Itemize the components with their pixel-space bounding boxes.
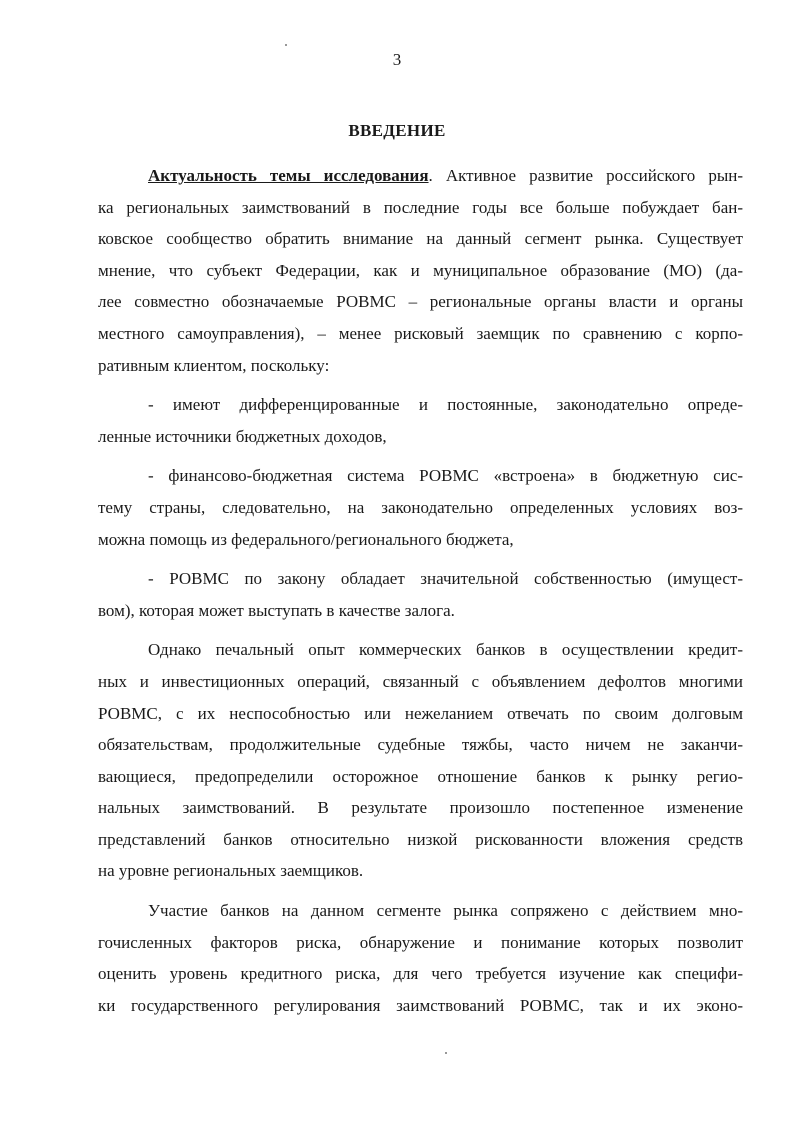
scan-speck bbox=[285, 44, 287, 46]
paragraph-line: гочисленных факторов риска, обнаружение и понимание которых позволит bbox=[98, 932, 743, 952]
paragraph-line: вающиеся, предопределили осторожное отношение банков к рынку регио- bbox=[98, 766, 743, 786]
list-item-line: - финансово-бюджетная система РОВМС «встроена» в бюджетную сис- bbox=[148, 466, 743, 486]
paragraph-line: лее совместно обозначаемые РОВМС – региональные органы власти и органы bbox=[98, 292, 743, 312]
paragraph-line: нальных заимствований. В результате произошло постепенное изменение bbox=[98, 798, 743, 818]
page-number: 3 bbox=[392, 50, 402, 69]
paragraph-line: ративным клиентом, поскольку: bbox=[98, 355, 330, 375]
paragraph-line: оценить уровень кредитного риска, для чего требуется изучение как специфи- bbox=[98, 964, 743, 984]
paragraph-line: РОВМС, с их неспособностью или нежеланием отвечать по своим долговым bbox=[98, 703, 743, 723]
paragraph-line: Однако печальный опыт коммерческих банков в осуществлении кредит- bbox=[148, 640, 743, 660]
list-item-line: - РОВМС по закону обладает значительной собственностью (имущест- bbox=[148, 569, 743, 589]
list-item-line: вом), которая может выступать в качестве залога. bbox=[98, 600, 455, 620]
paragraph-line: мнение, что субъект Федерации, как и муниципальное образование (МО) (да- bbox=[98, 260, 743, 280]
paragraph-line: ных и инвестиционных операций, связанный с объявлением дефолтов многими bbox=[98, 671, 743, 691]
paragraph-line: местного самоуправления), – менее рисковый заемщик по сравнению с корпо- bbox=[98, 323, 743, 343]
paragraph-line: обязательствам, продолжительные судебные тяжбы, часто ничем не заканчи- bbox=[98, 735, 743, 755]
paragraph-line: ка региональных заимствований в последние годы все больше побуждает бан- bbox=[98, 197, 743, 217]
body-text bbox=[98, 160, 743, 1021]
section-heading: ВВЕДЕНИЕ bbox=[348, 121, 446, 140]
lead-phrase: Актуальность темы исследования bbox=[148, 166, 429, 185]
paragraph-line: Участие банков на данном сегменте рынка сопряжено с действием мно- bbox=[148, 901, 743, 921]
list-item-line: можна помощь из федерального/регионального бюджета, bbox=[98, 529, 514, 549]
paragraph-line: на уровне региональных заемщиков. bbox=[98, 861, 364, 881]
paragraph-line: Актуальность темы исследования. Активное развитие российского рын- bbox=[148, 166, 743, 185]
paragraph-line: ки государственного регулирования заимствований РОВМС, так и их эконо- bbox=[98, 995, 743, 1015]
paragraph-line: представлений банков относительно низкой рискованности вложения средств bbox=[98, 829, 743, 849]
list-item-line: ленные источники бюджетных доходов, bbox=[98, 426, 387, 446]
list-item-line: тему страны, следовательно, на законодательно определенных условиях воз- bbox=[98, 497, 743, 517]
paragraph-line: ковское сообщество обратить внимание на данный сегмент рынка. Существует bbox=[98, 229, 743, 249]
list-item-line: - имеют дифференцированные и постоянные, законодательно опреде- bbox=[148, 395, 743, 415]
scan-speck bbox=[445, 1052, 447, 1054]
